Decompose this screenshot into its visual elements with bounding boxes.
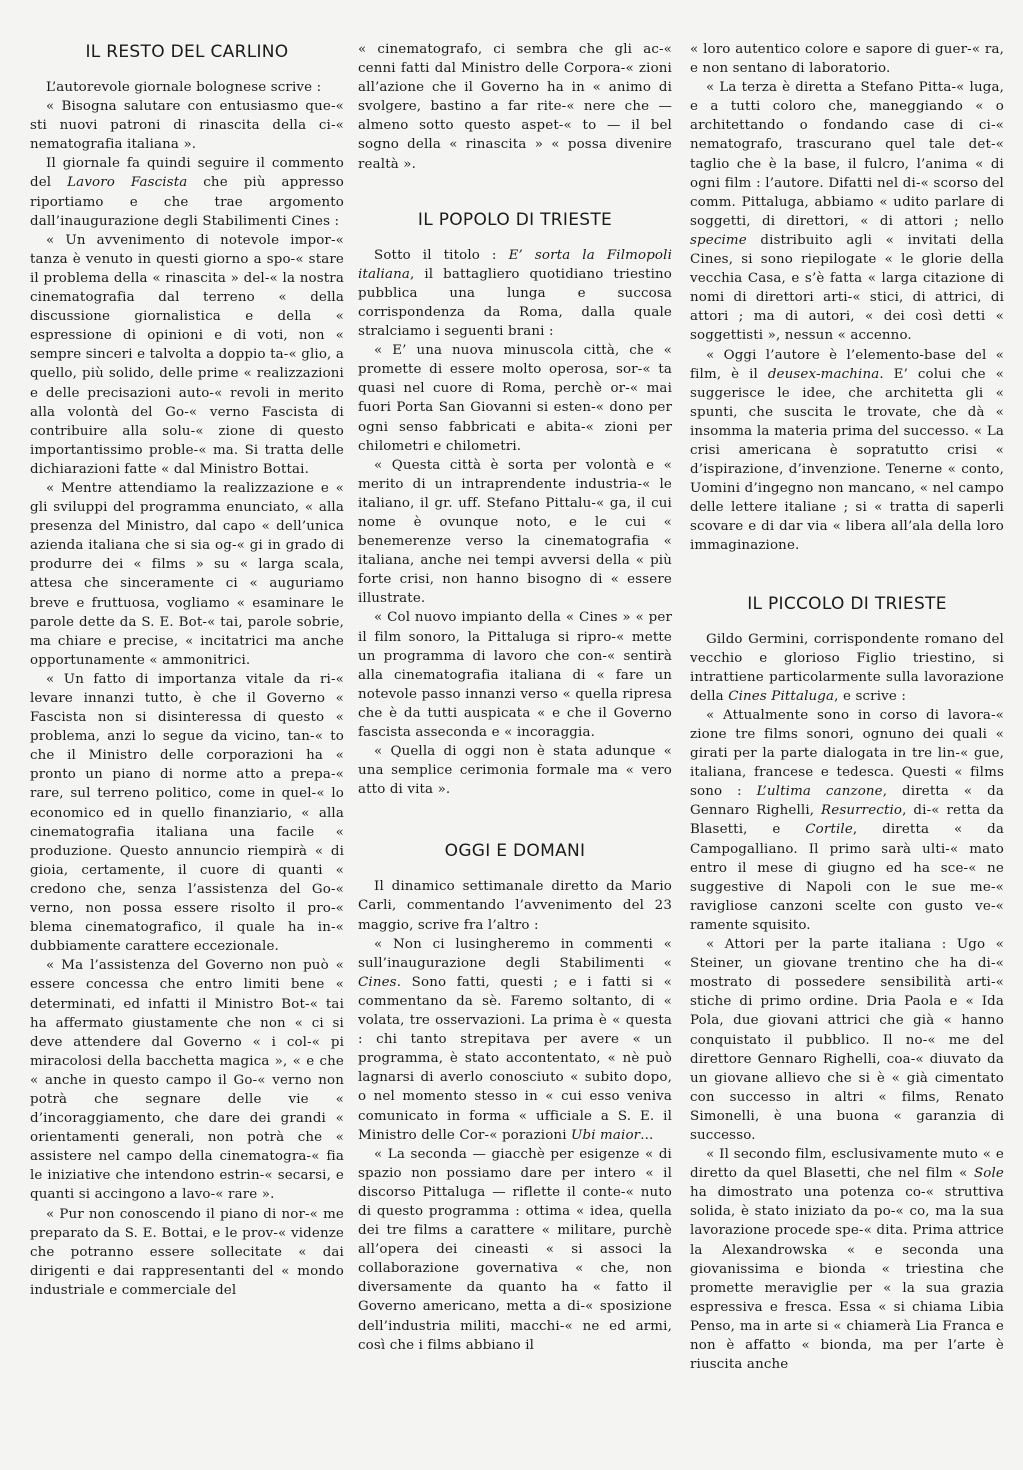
text-run: Sotto il titolo : [374,247,509,263]
column-right [690,40,1004,1460]
paragraph-continued [690,40,1004,78]
text-run: che più appresso riportiamo e che trae argomento dall’inaugurazione degli Stabilimenti Cines : [30,175,344,229]
text-run-italic: Cines Pittaluga [728,688,835,704]
text-run: . E’ colui che « suggerisce le idee, che architetta gli « spunti, che suscita le trovate, che dà « insomma la materia prima del successo. « La crisi americana è sopratutto crisi « d’ispirazione, d’invenzione. Tenerne « conto, Uomini d’ingegno non mancano, « nel campo delle lettere italiane ; si « tratta di saperli scovare e di dar via « libera all’ala della loro immaginazione. [690,366,1004,554]
paragraph: « Un avvenimento di notevole impor-« tanza è venuto in questi giorno a spo-« stare il problema della « rinascita » del-« la nostra cinematografia dal terreno « della discussione giornalistica e della « espressione di opinioni e di voti, non « sempre sinceri e talvolta a doppio ta-« glio, a quello, più solido, delle prime « realizzazioni e delle precisazioni auto-« revoli in merito alla volontà del Go-« verno Fascista di contribuire alla solu-« zione di questo importantissimo proble-« ma. Si tratta delle dichiarazioni fatte « dal Ministro Bottai. [30,232,344,477]
text-run-italic: Lavoro Fascista [67,175,188,191]
paragraph: « Ma l’assistenza del Governo non può « essere concessa che entro limiti bene « determinati, ed infatti il Ministro Bot-« tai ha affermato giustamente che non « ci si deve attendere dal Governo « i col-« pi miracolosi della bacchetta magica », « e che « anche in questo campo il Go-« verno non potrà che segnare delle vie « d’incoraggiamento, che dare dei grandi « orientamenti generali, non potrà che « assistere nel campo della cinematogra-« fia le iniziative che intendono estrin-« secarsi, e quanti si accingono a lavo-« rare ». [30,958,344,1203]
text-run: Il giornale fa quindi seguire il commento del [30,156,344,191]
text-run: « Non ci lusingheremo in commenti « sull’inaugurazione degli Stabilimenti « [358,936,672,971]
paragraph [358,935,672,1145]
text-run: « Oggi l’autore è l’elemento-base del « film, è il [690,347,1004,382]
text-run-italic: Ubi maior [571,1127,641,1143]
paragraph [690,346,1004,556]
text-run: « Il secondo film, esclusivamente muto « e diretto da quel Blasetti, che nel film « [690,1147,1004,1182]
text-run: , di-« retta da Blasetti, e [690,803,1004,838]
paragraph: « Attori per la parte italiana : Ugo « Steiner, un giovane trentino che ha di-« mostrato di possedere sensibilità arti-« stiche di primo ordine. Dria Paola e « Ida Pola, due giovani attrici che già « hanno conquistato il pubblico. Il no-« me del direttore Gennaro Righelli, coa-« diuvato da un giovane allievo che si è « già cimentato con successo in altri « films, Renato Simonelli, è una buona « garanzia di successo. [690,937,1004,1143]
paragraph [30,154,344,230]
text-run: . Sono fatti, questi ; e i fatti si « commentano da sè. Faremo soltanto, di « volata, tre osservazioni. La prima è « questa : chi tanto strepitava per avere « un programma, è stato accontentato, « nè può lagnarsi di averlo conosciuto « subito dopo, o nel momento stesso in « cui esso veniva comunicato in forma « ufficiale a S. E. il Ministro delle Cor-« porazioni [358,974,672,1143]
paragraph-part-col2: « cinematografo, ci sembra che gli ac-« cenni fatti dal Ministro delle Corpora-« zioni all’azione che il Governo ha in « animo di svolgere, bastino a far rite-« nere che — almeno sotto questo aspet-« to — il bel sogno della « rinascita » « possa divenire realtà ». [358,42,672,172]
text-run-italic: E’ sorta la Filmopoli italiana [358,247,672,282]
heading-resto-del-carlino: IL RESTO DEL CARLINO [85,42,289,62]
paragraph: Il dinamico settimanale diretto da Mario Carli, commentando l’avvenimento del 23 maggio, scrive fra l’altro : [358,879,672,933]
text-run: , diretta « da Campogalliano. Il primo sarà ulti-« mato entro il mese di giugno ed ha sce-« ne suggestive di Napoli con le sue me-« ravigliose canzoni scelte con gusto ve-« ramente squisito. [690,822,1004,933]
text-run: distribuito agli « invitati della Cines, si sono riepilogate « le glorie della vecchia Casa, e s’è fatta « larga citazione di nomi di direttori arti-« stici, di attrici, di attori ; ma di autori, « dei così detti « soggettisti », nessun « accenno. [690,232,1004,344]
paragraph: « Mentre attendiamo la realizzazione e « gli sviluppi del programma enunciato, « alla presenza del Ministro, dal capo « dell’unica azienda italiana che si sia og-« gi in grado di produrre dei « films » su « larga scala, attesa che sinceramente ci « auguriamo breve e fruttuosa, vogliamo « esaminare le parole dette da S. E. Bot-« tai, parole sobrie, ma chiare e precise, « incitatrici ma anche opportunamente « ammonitrici. [30,480,344,668]
text-run-italic: Sole [973,1166,1004,1182]
text-run: « Attualmente sono in corso di lavora-« zione tre films sonori, ognuno dei quali « girati per la parte dialogata in tre lin-« gue, italiana, francese e tedesca. Questi « films sono : [690,707,1004,800]
paragraph-part-col3: « loro autentico colore e sapore di guer-« ra, e non sentano di laboratorio. [690,42,1004,77]
text-run: ... [640,1127,654,1143]
text-run-italic: Cortile [805,822,853,838]
text-run: , e scrive : [834,688,906,704]
paragraph [690,1145,1004,1374]
paragraph-continued [358,40,672,174]
paragraph: L’autorevole giornale bolognese scrive : [46,80,322,95]
paragraph-part-col1: « Pur non conoscendo il piano di nor-« me preparato da S. E. Bottai, e le prov-« videnze che potranno essere sollecitate « dai dirigenti e dai rappresentanti del « mondo industriale e commerciale del [30,1206,344,1298]
paragraph: « Col nuovo impianto della « Cines » « per il film sonoro, la Pittaluga si ripro-« mette un programma di lavoro che con-« sentirà alla cinematografia italiana di « fare un notevole passo innanzi verso « quella ripresa che è da tutti auspicata « e che il Governo fascista asseconda e « incoraggia. [358,610,672,740]
text-run: , diretta « da Gennaro Righelli, [690,784,1004,819]
heading-piccolo-di-trieste: IL PICCOLO DI TRIESTE [747,593,947,614]
text-run: ha dimostrato una potenza co-« struttiva solida, è stato iniziato da po-« co, ma la sua lavorazione procede spe-« dita. Prima attrice la Alexandrowska « e seconda una giovanissima e bionda « triestina che promette meraviglie per « la sua grazia espressiva e fresca. Essa « si chiama Libia Penso, ma in arte si « chiamerà Lia Franca e non è affatto « bionda, ma per l’arte è riuscita anche [690,1185,1004,1373]
paragraph-part-col2: « La seconda — giacchè per esigenze « di spazio non possiamo dare per intero « il discorso Pittaluga — riflette il conte-« nuto di questo programma : ottima « idea, quella dei tre films a carattere « militare, purchè all’opera dei cineasti « si associ la collaborazione governativa « che, non diversamente da quanto ha « fatto il Governo americano, metta a di-« sposizione dell’industria militi, macchi-« ne ed armi, così che i films abbiano il [358,1146,672,1353]
paragraph [690,706,1004,935]
paragraph [358,246,672,341]
column-middle [358,40,672,1460]
text-run-italic: deusex-machina [767,366,880,382]
paragraph [690,630,1004,706]
heading-popolo-di-trieste: IL POPOLO DI TRIESTE [417,209,613,230]
paragraph: « Un fatto di importanza vitale da ri-« levare innanzi tutto, è che il Governo « Fascista non si disinteressa di questo « problema, anzi lo segue da vicino, tan-« to che il Ministro delle corporazioni ha « pronto un piano di norme atto a prepa-« rare, sul terreno politico, come in quel-« lo economico ed in quello finanziario, « alla cinematografia italiana una facile « produzione. Questo annuncio riempirà « di gioia, certamente, il cuore di quanti « credono che, senza l’assistenza del Go-« verno, non possa essere risolto il pro-« blema cinematografico, il quale ha in-« dubbiamente carattere eccezionale. [30,671,344,955]
text-run-italic: L’ultima canzone [756,784,883,800]
paragraph: « E’ una nuova minuscola città, che « promette di essere molto operosa, sor-« ta quasi nel cuore di Roma, perchè or-« mai fuori Porta San Giovanni si esten-« dono per ogni senso fabbricati e abita-« zioni per chilometri e chilometri. [358,343,672,454]
text-run: « La terza è diretta a Stefano Pitta-« luga, e a tutti coloro che, maneggiando « o architettando o fondando case di ci-« nematografo, trascurano quel tale det-« taglio che è la base, il fulcro, l’anima « di ogni film : l’autore. Difatti nel di-« scorso del comm. Pittaluga, abbiamo « udito parlare di soggetti, di direttori, « di attori ; nello [690,80,1004,229]
paragraph [358,1145,672,1355]
paragraph: « Bisogna salutare con entusiasmo que-« sti nuovi patroni di rinascita della ci-« nematografia italiana ». [30,99,344,153]
paragraph [690,78,1004,345]
text-run-italic: Resurrectio [821,803,903,819]
paragraph [30,1205,344,1300]
heading-oggi-e-domani: OGGI E DOMANI [444,841,586,862]
text-run-italic: Cines [358,974,397,990]
paragraph: « Quella di oggi non è stata adunque « una semplice cerimonia formale ma « vero atto di vita ». [358,744,672,798]
paragraph: « Questa città è sorta per volontà e « merito di un intraprendente industria-« le italiano, il gr. uff. Stefano Pittalu-« ga, il cui nome è ovunque noto, e le cui « benemerenze verso la cinematografia « italiana, anche nei tempi avversi della « più forte crisi, non hanno bisogno di « essere illustrate. [358,457,672,607]
text-run: Gildo Germini, corrispondente romano del vecchio e glorioso Figlio triestino, si intrattiene particolarmente sulla lavorazione della [690,631,1004,704]
text-run: , il battagliero quotidiano triestino pubblica una lunga e succosa corrispondenza da Roma, dalla quale stralciamo i seguenti brani : [358,266,672,340]
column-left [30,40,344,1460]
text-run-italic: specime [690,232,747,248]
